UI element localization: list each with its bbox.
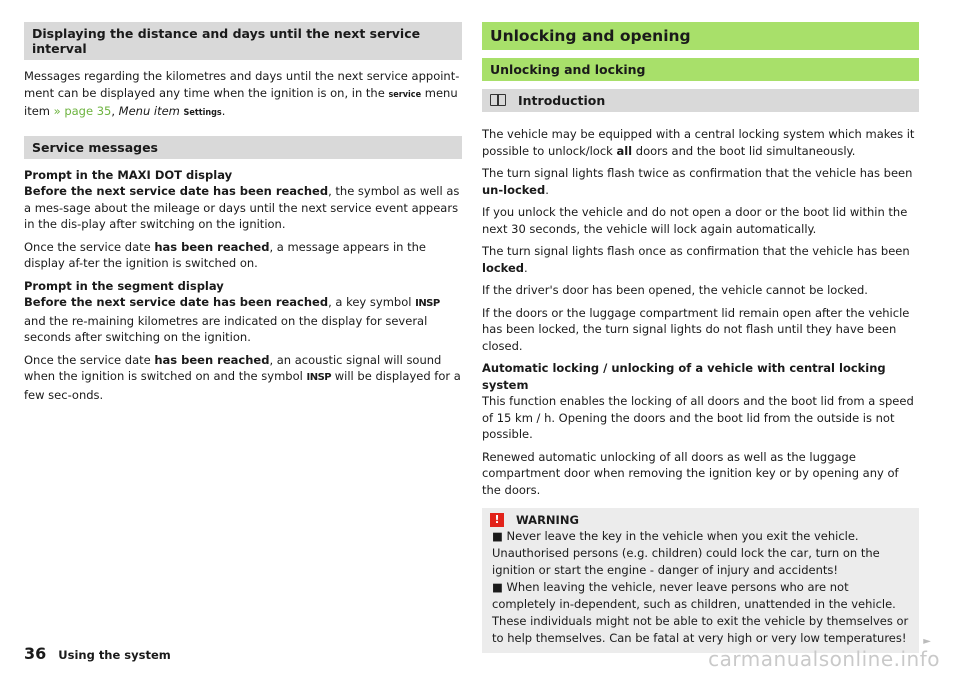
maxi2-bold: has been reached (154, 239, 270, 254)
page-reference-link[interactable]: » page 35 (53, 104, 112, 118)
introduction-header (482, 89, 919, 112)
menu-item-label: Menu item (118, 104, 180, 118)
segment-paragraph (24, 278, 462, 346)
left-column (24, 22, 462, 409)
segment-title: Prompt in the segment display (24, 278, 224, 293)
renewed-unlocking-paragraph: Renewed automatic unlocking of all doors as well as the luggage compartment door when removing the ignition key or by opening any of the doors. (482, 449, 899, 497)
segment2-text-3: will be displayed for a few sec-onds. (24, 369, 461, 402)
intro-text-4: . (221, 104, 226, 118)
insp-symbol-icon: INSP (306, 372, 332, 383)
automatic-locking-title: Automatic locking / unlocking of a vehicle with central locking system (482, 361, 886, 392)
sub-chapter-header: Unlocking and locking (482, 58, 919, 81)
p2-bold: un-locked (482, 182, 546, 197)
segment-lead: Before the next service date has been reached (24, 295, 329, 309)
central-locking-paragraph (482, 126, 919, 159)
page-number: 36 (24, 644, 47, 663)
auto-relock-paragraph: If you unlock the vehicle and do not open a door or the boot lid within the next 30 seconds, the vehicle will lock again automatically. (482, 205, 908, 236)
maxi2-text-1: Once the service date (24, 239, 155, 254)
p4-text-1: The turn signal lights flash once as confirmation that the vehicle has been (482, 244, 910, 258)
warning-icon: ! (490, 513, 504, 527)
automatic-locking-paragraph (482, 360, 919, 443)
settings-menu-label: Settings (183, 108, 222, 118)
maxi-dot-title: Prompt in the MAXI DOT display (24, 167, 233, 182)
section-header-service-messages: Service messages (24, 136, 462, 159)
page-footer (24, 644, 171, 663)
warning-header (490, 512, 911, 528)
p1-text-2: doors and the boot lid simultaneously. (632, 143, 856, 158)
segment-text-2: and the re-maining kilometres are indicated on the display for several seconds after switching on the ignition. (24, 313, 428, 344)
footer-section-title: Using the system (58, 648, 171, 662)
maxi-dot-paragraph (24, 167, 462, 233)
p4-bold: locked (482, 260, 525, 275)
introduction-label: Introduction (518, 93, 606, 108)
maxi-dot-reached-paragraph (24, 239, 462, 272)
p4-text-2: . (524, 260, 528, 275)
warning-item: ■ When leaving the vehicle, never leave persons who are not completely in-dependent, such as children, unattended in the vehicle. These individuals might not be able to exit the vehicle by themselves or to help themselves. Can be fatal at very high or very low temperatures! (492, 580, 909, 645)
maxi-dot-text: , the symbol as well as a mes-sage about the mileage or days until the next service event appears in the dis-play after switching on the ignition. (24, 184, 460, 231)
right-column (482, 22, 931, 653)
segment2-text-1: Once the service date (24, 352, 155, 367)
p2-text-1: The turn signal lights flash twice as confirmation that the vehicle has been (482, 166, 913, 180)
maxi-dot-lead: Before the next service date has been reached (24, 184, 329, 198)
warning-title: WARNING (516, 513, 579, 527)
section-header-service-interval: Displaying the distance and days until the next service interval (24, 22, 462, 60)
warning-box (482, 508, 931, 653)
p1-text-1: The vehicle may be equipped with a central locking system which makes it possible to unlock/lock (482, 127, 915, 158)
segment-reached-paragraph (24, 352, 462, 404)
locked-confirmation-paragraph (482, 243, 919, 276)
service-menu-label: service (388, 89, 422, 100)
intro-text-1: Messages regarding the kilometres and days until the next service appoint-ment can be displayed any time when the ignition is on, in the (24, 69, 460, 100)
p1-bold: all (616, 143, 633, 158)
doors-open-paragraph: If the doors or the luggage compartment lid remain open after the vehicle has been locked, the turn signal lights do not flash until they have been closed. (482, 305, 910, 353)
maxi2-text-2: , a message appears in the display af-ter the ignition is switched on. (24, 239, 426, 270)
driver-door-paragraph: If the driver's door has been opened, the vehicle cannot be locked. (482, 283, 868, 297)
warning-item: ■ Never leave the key in the vehicle when you exit the vehicle. Unauthorised persons (e.g. children) could lock the car, turn on the ignition or start the engine - danger of injury and accidents! (492, 529, 880, 577)
book-icon (490, 94, 506, 106)
intro-text-2: menu item (24, 85, 458, 118)
automatic-locking-text: This function enables the locking of all doors and the boot lid from a speed of 15 km / h. Opening the doors and the boot lid from the outside is not possible. (482, 394, 914, 441)
segment-text-1: , a key symbol (328, 295, 416, 309)
insp-symbol-icon: INSP (415, 298, 440, 309)
watermark: carmanualsonline.info (708, 647, 940, 671)
segment2-text-2: , an acoustic signal will sound when the ignition is switched on and the symbol (24, 352, 442, 383)
segment2-bold: has been reached (154, 352, 270, 367)
chapter-header: Unlocking and opening (482, 22, 919, 50)
intro-paragraph (24, 68, 462, 122)
intro-text-3: , (111, 104, 119, 118)
continue-arrow-icon: ► (923, 636, 931, 647)
unlocked-confirmation-paragraph (482, 165, 919, 198)
p2-text-2: . (545, 182, 549, 197)
